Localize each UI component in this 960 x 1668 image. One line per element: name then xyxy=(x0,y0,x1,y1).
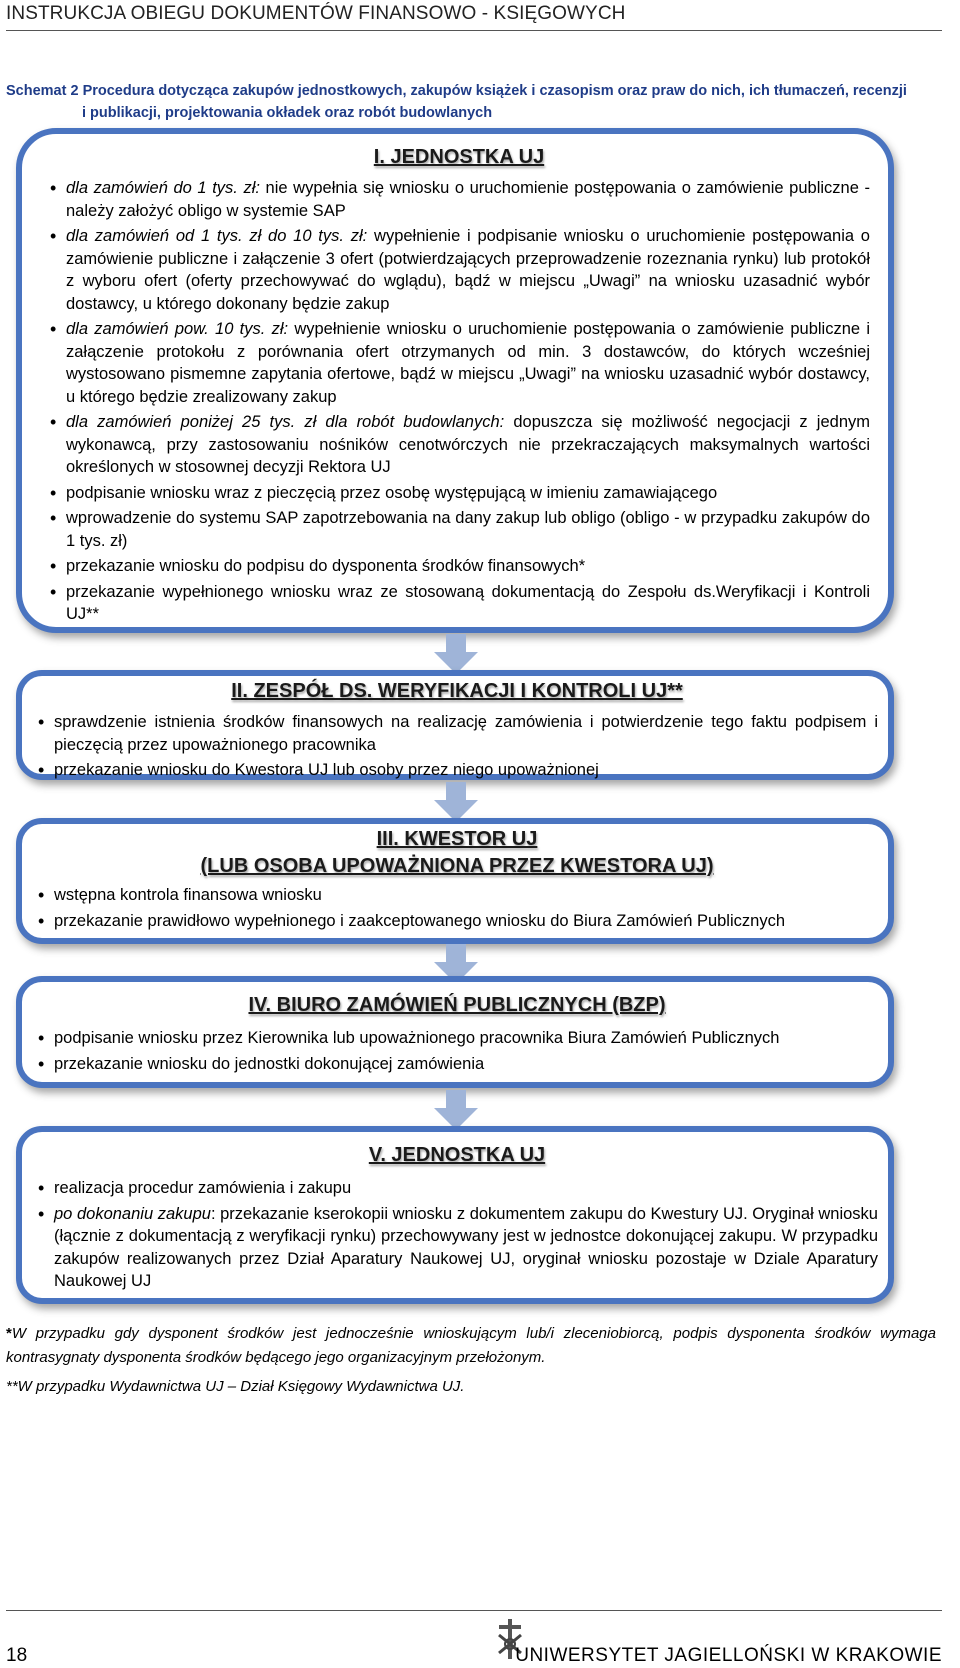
box3-subtitle: (LUB OSOBA UPOWAŻNIONA PRZEZ KWESTORA UJ) xyxy=(200,855,714,877)
list-item xyxy=(48,411,870,479)
university-name: UNIWERSYTET JAGIELLOŃSKI W KRAKOWIE xyxy=(515,1645,942,1666)
footnote-2: **W przypadku Wydawnictwa UJ – Dział Księgowy Wydawnictwa UJ. xyxy=(6,1378,465,1395)
box1-title: I. JEDNOSTKA UJ xyxy=(373,146,545,168)
page-number: 18 xyxy=(6,1645,28,1666)
list-item xyxy=(48,482,870,505)
list-item-text: podpisanie wniosku wraz z pieczęcią przez osobę występującą w imieniu zamawiającego xyxy=(66,483,718,502)
list-item: • wstępna kontrola finansowa wniosku xyxy=(36,884,878,907)
list-item: • przekazanie prawidłowo wypełnionego i zaakceptowanego wniosku do Biura Zamówień Publicznych xyxy=(36,910,878,933)
box-jednostka-uj-1 xyxy=(16,128,894,633)
list-item xyxy=(48,177,870,222)
list-item-text: przekazanie wypełnionego wniosku wraz ze stosowaną dokumentacją do Zespołu ds.Weryfikacji i Kontroli UJ** xyxy=(66,582,870,623)
list-item: • przekazanie wniosku do Kwestora UJ lub osoby przez niego upoważnionej xyxy=(36,759,878,782)
list-item: • przekazanie wniosku do jednostki dokonującej zamówienia xyxy=(36,1053,878,1076)
list-item xyxy=(48,318,870,408)
box5-title: V. JEDNOSTKA UJ xyxy=(368,1144,546,1166)
schema-title-line1: Schemat 2 Procedura dotycząca zakupów jednostkowych, zakupów książek i czasopism oraz praw do nich, ich tłumaczeń, recenzji xyxy=(6,83,907,99)
box-kwestor-uj xyxy=(16,818,894,944)
list-item xyxy=(36,1177,878,1200)
list-item xyxy=(36,1203,878,1293)
flow-arrow-1 xyxy=(434,634,478,674)
list-item-text: przekazanie wniosku do podpisu do dysponenta środków finansowych* xyxy=(66,557,586,575)
footnote-1 xyxy=(6,1322,936,1370)
list-item-text: wypełnienie wniosku o uruchomienie postępowania o zamówienie publiczne i załączenie protokołu z porównania ofert otrzymanych od min. 3 dostawców, do których wcześniej wystosowano pismemne zapytania ofertowe, bądź w miejscu „Uwagi” na wniosku uzasadnić wybór dostawcy, u którego będzie zrealizowany zakup xyxy=(66,320,870,406)
list-item-emphasis: dla zamówień od 1 tys. zł do 10 tys. zł: xyxy=(66,227,368,245)
footnotes xyxy=(6,1322,936,1404)
list-item-text: wprowadzenie do systemu SAP zapotrzebowania na dany zakup lub obligo (obligo - w przypadku zakupów do 1 tys. zł) xyxy=(66,509,870,550)
list-item-text: : przekazanie kserokopii wniosku z dokumentem zakupu do Kwestury UJ. Oryginał wniosku (łącznie z dokumentacją z weryfikacji rynku) przechowywany jest w jednostce dokonującej zakupu. W przypadku zakupów realizowanych przez Dział Aparatury Naukowej UJ, oryginał wniosku pozostaje w Dziale Aparatury Naukowej UJ xyxy=(54,1204,878,1290)
list-item xyxy=(48,555,870,578)
schema-title-line2: i publikacji, projektowania okładek oraz robót budowlanych xyxy=(82,105,493,121)
list-item-emphasis: dla zamówień pow. 10 tys. zł: xyxy=(66,320,289,338)
box4-title: IV. BIURO ZAMÓWIEŃ PUBLICZNYCH (BZP) xyxy=(248,994,666,1016)
list-item xyxy=(48,507,870,552)
footnote-1-mark: * xyxy=(6,1325,12,1342)
box-zespol-weryfikacji xyxy=(16,670,894,780)
document-title: INSTRUKCJA OBIEGU DOKUMENTÓW FINANSOWO - KSIĘGOWYCH xyxy=(6,3,626,24)
box2-list xyxy=(36,711,878,782)
list-item: • podpisanie wniosku przez Kierownika lub upoważnionego pracownika Biura Zamówień Publicznych xyxy=(36,1027,878,1050)
box3-title: III. KWESTOR UJ xyxy=(376,828,538,850)
list-item-emphasis: dla zamówień poniżej 25 tys. zł dla robót budowlanych: xyxy=(66,413,505,431)
list-item: • sprawdzenie istnienia środków finansowych na realizację zamówienia i potwierdzenie tego faktu podpisem i pieczęcią przez upoważnionego pracownika xyxy=(36,711,878,756)
flow-arrow-2 xyxy=(434,782,478,822)
footnote-1-text: W przypadku gdy dysponent środków jest jednocześnie wnioskującym lub/i zleceniobiorcą, podpis dysponenta środków wymaga kontrasygnaty dysponenta środków będącego jego organizacyjnym przełożonym. xyxy=(6,1325,936,1366)
box3-list xyxy=(36,884,878,932)
box2-title: II. ZESPÓŁ DS. WERYFIKACJI I KONTROLI UJ** xyxy=(231,680,683,702)
list-item xyxy=(48,225,870,315)
list-item-text: dopuszcza się możliwość negocjacji z jednym wykonawcą, przy zastosowaniu nośników cenotwórczych nie przekraczających maksymalnych wartości określonych w stosownej decyzji Rektora UJ xyxy=(66,413,870,476)
page-footer xyxy=(6,1610,942,1667)
box5-list xyxy=(36,1177,878,1293)
list-item-text: nie wypełnia się wniosku o uruchomienie postępowania o zamówienie publiczne - należy założyć obligo w systemie SAP xyxy=(66,179,870,220)
box1-list xyxy=(48,177,870,626)
box-biuro-zamowien xyxy=(16,976,894,1088)
box-jednostka-uj-5 xyxy=(16,1126,894,1304)
list-item-text: realizacja procedur zamówienia i zakupu xyxy=(54,1179,352,1197)
flow-arrow-4 xyxy=(434,1090,478,1130)
page-header xyxy=(6,0,942,31)
list-item xyxy=(48,581,870,626)
list-item-emphasis: dla zamówień do 1 tys. zł: xyxy=(66,179,260,197)
box4-list xyxy=(36,1027,878,1075)
list-item-text: wypełnienie i podpisanie wniosku o uruchomienie postępowania o zamówienie publiczne i załączenie 3 ofert (potwierdzających przeprowadzenie rozeznania rynku) lub protokół z wyboru ofert (oferty przechowywać do wglądu), bądź w miejscu „Uwagi” na wniosku uzasadnić wybór dostawcy, u którego dokonany będzie zakup xyxy=(66,227,870,313)
list-item-emphasis: po dokonaniu zakupu xyxy=(54,1204,211,1223)
schema-title xyxy=(6,80,936,124)
